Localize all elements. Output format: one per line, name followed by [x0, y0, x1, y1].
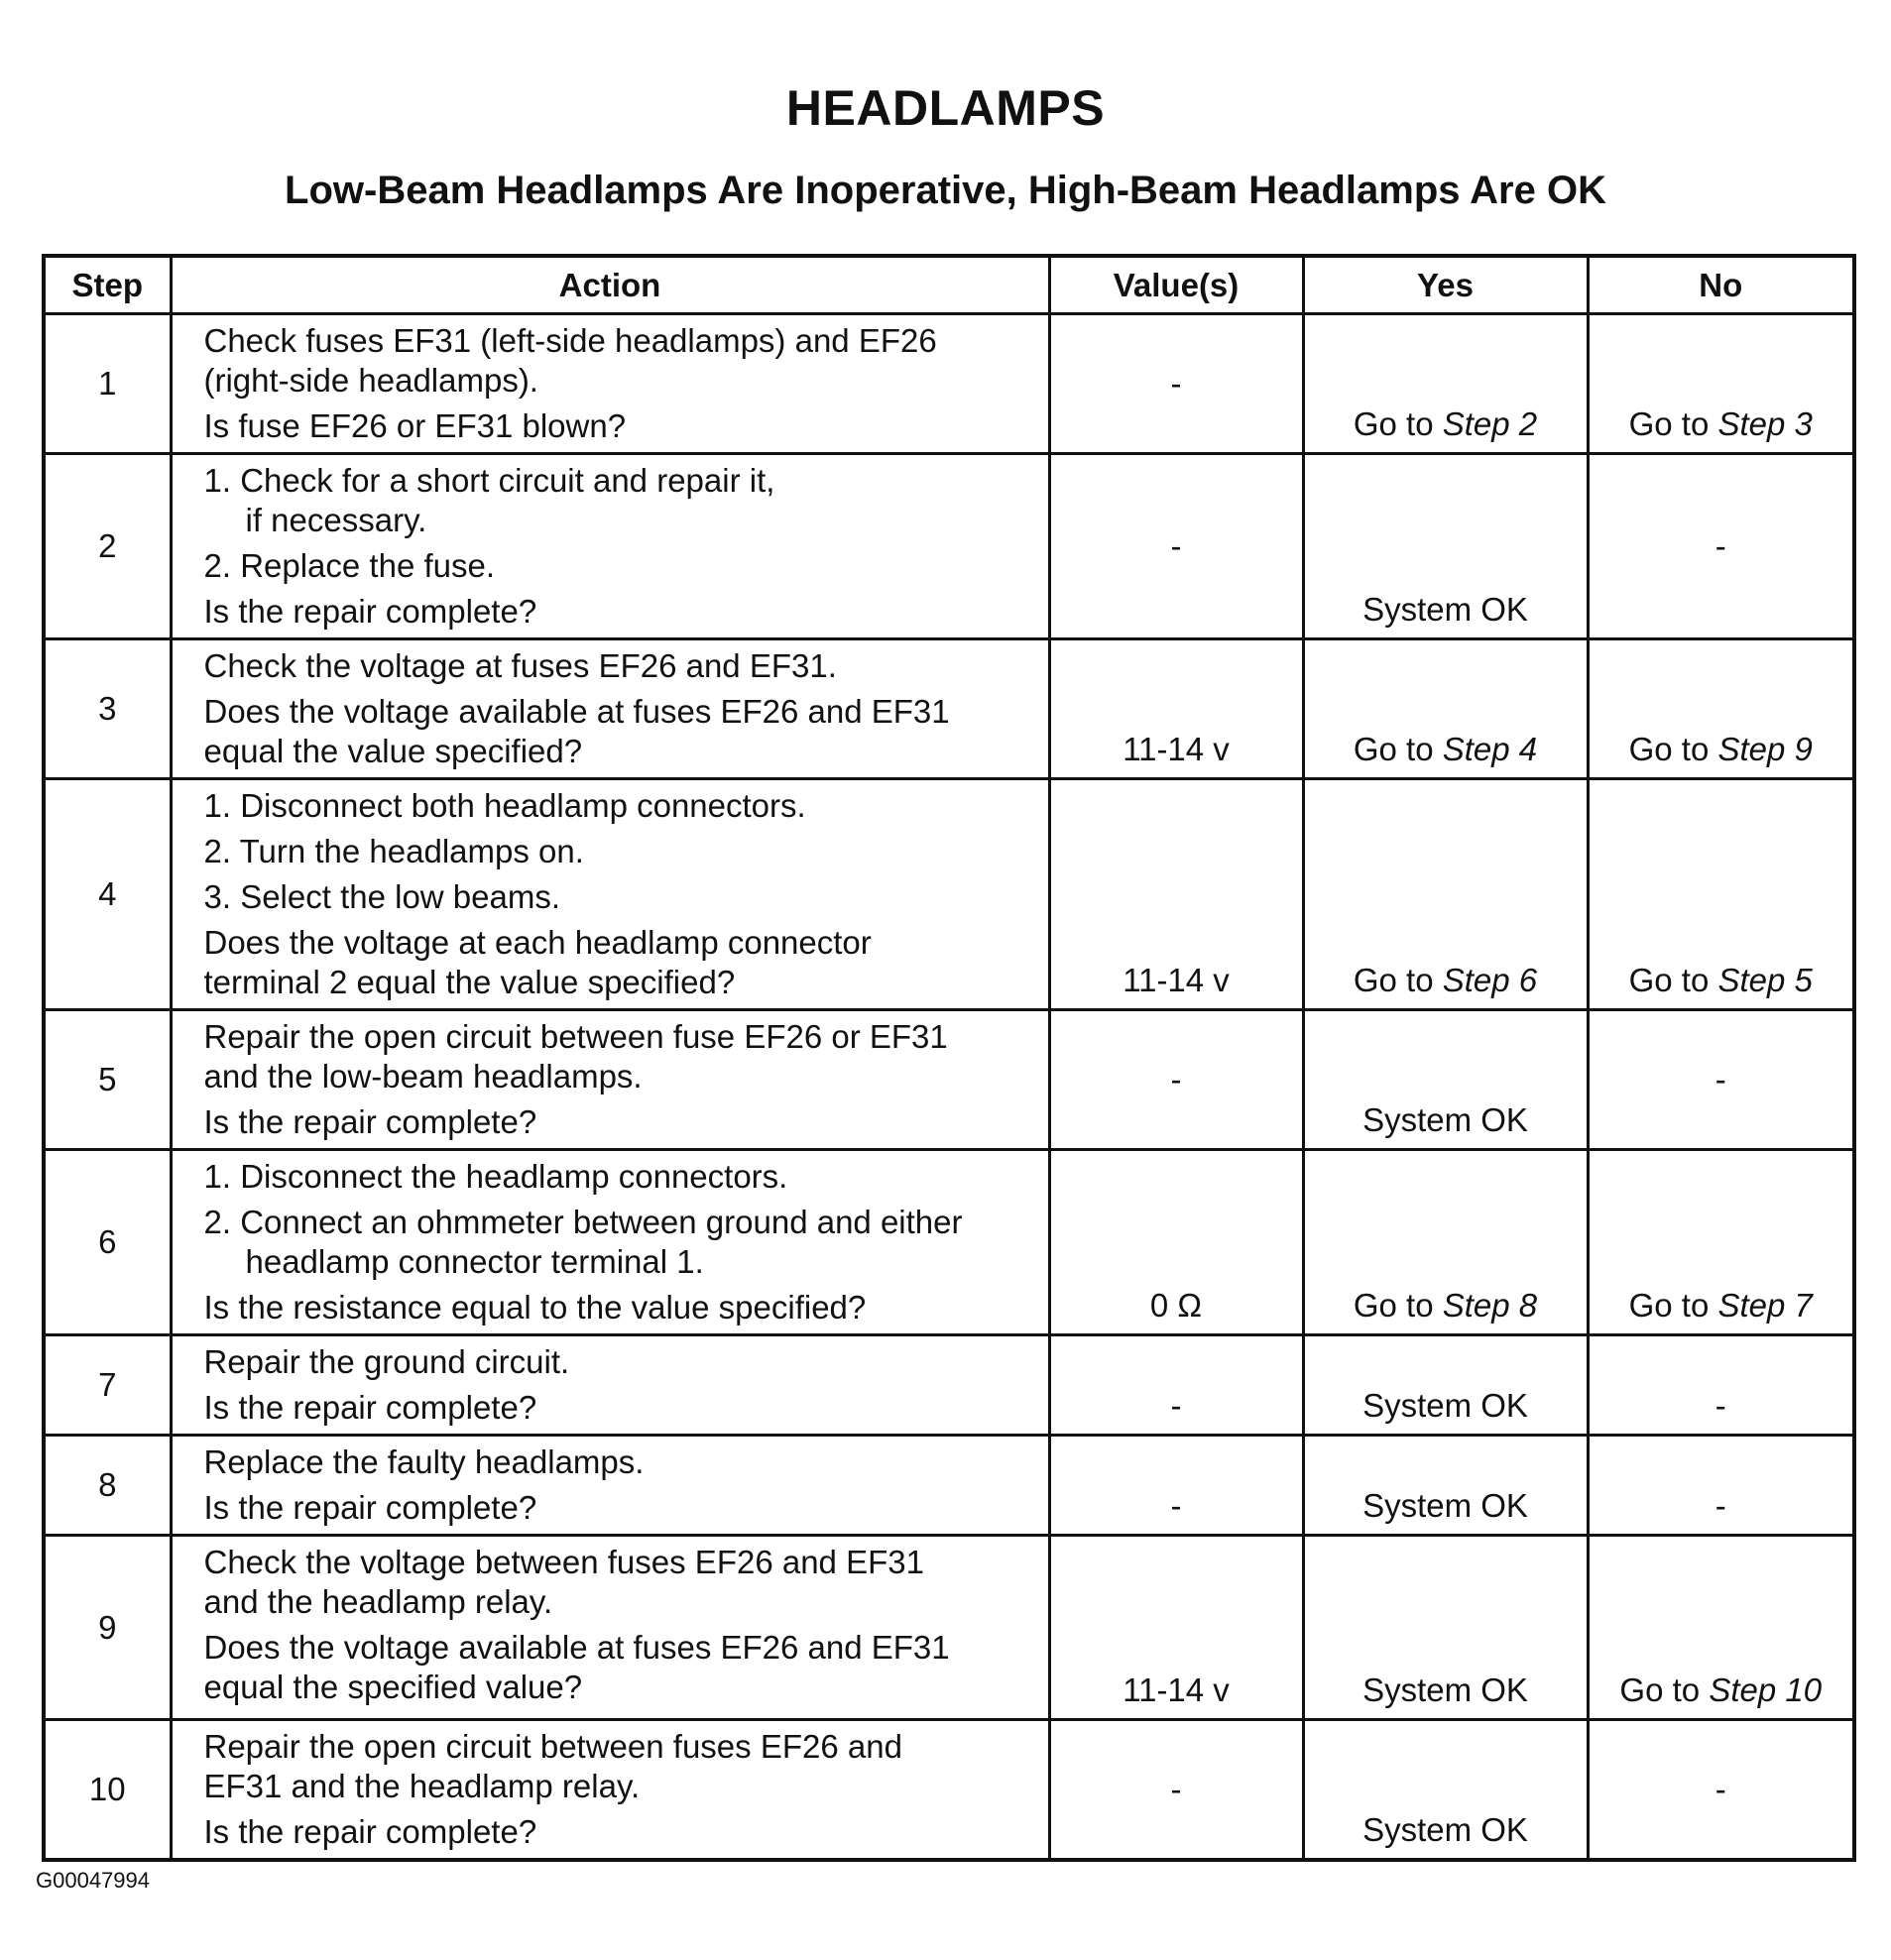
- go-to-step: Step 4: [1442, 731, 1538, 767]
- go-to-step: Step 9: [1717, 731, 1813, 767]
- action-cell: [171, 1720, 1049, 1861]
- value-cell: -: [1049, 1335, 1303, 1436]
- action-question: terminal 2 equal the value specified?: [203, 964, 736, 1000]
- step-number: 10: [44, 1720, 171, 1861]
- table-row: [44, 639, 1854, 779]
- action-line: (right-side headlamps).: [203, 362, 538, 399]
- go-to-label: Go to: [1628, 405, 1718, 442]
- no-cell: -: [1588, 1436, 1854, 1536]
- diagnostic-table: [42, 254, 1856, 1862]
- value-cell: 0 Ω: [1049, 1150, 1303, 1335]
- no-cell: [1588, 779, 1854, 1010]
- action-cell: [171, 454, 1049, 639]
- action-cell: [171, 1150, 1049, 1335]
- action-line: Repair the open circuit between fuses EF26 and: [203, 1728, 902, 1765]
- table-row: [44, 779, 1854, 1010]
- no-cell: -: [1588, 454, 1854, 639]
- value-cell: 11-14 v: [1049, 779, 1303, 1010]
- no-cell: -: [1588, 1720, 1854, 1861]
- header-no: No: [1588, 256, 1854, 314]
- action-cell: [171, 1436, 1049, 1536]
- figure-code: G00047994: [36, 1868, 150, 1893]
- step-number: 3: [44, 639, 171, 779]
- yes-cell: System OK: [1303, 1335, 1588, 1436]
- yes-cell: [1303, 314, 1588, 454]
- action-line: Repair the ground circuit.: [203, 1343, 570, 1380]
- header-action: Action: [171, 256, 1049, 314]
- action-question: Is the resistance equal to the value specified?: [203, 1289, 867, 1326]
- action-cell: [171, 1335, 1049, 1436]
- go-to-step: Step 5: [1717, 962, 1813, 998]
- yes-cell: System OK: [1303, 454, 1588, 639]
- no-cell: -: [1588, 1010, 1854, 1150]
- go-to-label: Go to: [1628, 1287, 1718, 1324]
- table-row: [44, 454, 1854, 639]
- action-line: and the low-beam headlamps.: [203, 1058, 643, 1095]
- go-to-step: Step 2: [1442, 405, 1538, 442]
- step-number: 9: [44, 1536, 171, 1720]
- go-to-step: Step 6: [1442, 962, 1538, 998]
- value-cell: -: [1049, 1436, 1303, 1536]
- table-row: [44, 1150, 1854, 1335]
- action-question: Does the voltage available at fuses EF26 and EF31: [203, 693, 950, 730]
- action-cell: [171, 639, 1049, 779]
- action-line: Check fuses EF31 (left-side headlamps) and EF26: [203, 322, 937, 359]
- header-values: Value(s): [1049, 256, 1303, 314]
- table-row: [44, 314, 1854, 454]
- step-number: 7: [44, 1335, 171, 1436]
- table-row: [44, 1010, 1854, 1150]
- action-question: equal the specified value?: [203, 1669, 583, 1705]
- action-line: Check the voltage at fuses EF26 and EF31.: [203, 647, 837, 684]
- table-row: [44, 1536, 1854, 1720]
- action-question: Does the voltage at each headlamp connector: [203, 924, 872, 961]
- yes-cell: [1303, 639, 1588, 779]
- go-to-label: Go to: [1628, 731, 1718, 767]
- value-cell: -: [1049, 1720, 1303, 1861]
- action-line: Check the voltage between fuses EF26 and EF31: [203, 1544, 924, 1580]
- action-line: 2. Turn the headlamps on.: [203, 833, 584, 869]
- go-to-label: Go to: [1619, 1672, 1710, 1708]
- yes-cell: System OK: [1303, 1436, 1588, 1536]
- go-to-label: Go to: [1353, 962, 1443, 998]
- go-to-step: Step 10: [1709, 1672, 1823, 1708]
- table-row: [44, 1436, 1854, 1536]
- action-cell: [171, 1010, 1049, 1150]
- step-number: 4: [44, 779, 171, 1010]
- action-question: Is the repair complete?: [203, 1489, 537, 1526]
- go-to-step: Step 7: [1717, 1287, 1813, 1324]
- step-number: 1: [44, 314, 171, 454]
- action-question: Is the repair complete?: [203, 1389, 537, 1426]
- action-line: 1. Disconnect the headlamp connectors.: [203, 1158, 788, 1195]
- action-line: 1. Check for a short circuit and repair it, if necessary.: [203, 462, 775, 538]
- no-cell: [1588, 1150, 1854, 1335]
- step-number: 2: [44, 454, 171, 639]
- no-cell: [1588, 639, 1854, 779]
- go-to-label: Go to: [1353, 731, 1443, 767]
- action-cell: [171, 779, 1049, 1010]
- step-number: 6: [44, 1150, 171, 1335]
- action-line: 3. Select the low beams.: [203, 878, 561, 915]
- header-step: Step: [44, 256, 171, 314]
- value-cell: -: [1049, 454, 1303, 639]
- page-subtitle: Low-Beam Headlamps Are Inoperative, High-Beam Headlamps Are OK: [285, 169, 1606, 212]
- action-line: EF31 and the headlamp relay.: [203, 1768, 641, 1804]
- action-question: Is fuse EF26 or EF31 blown?: [203, 407, 627, 444]
- action-question: Is the repair complete?: [203, 1103, 537, 1140]
- action-question: Is the repair complete?: [203, 1813, 537, 1850]
- action-question: Is the repair complete?: [203, 593, 537, 630]
- action-line: and the headlamp relay.: [203, 1583, 553, 1620]
- table-row: [44, 1720, 1854, 1861]
- yes-cell: [1303, 779, 1588, 1010]
- no-cell: -: [1588, 1335, 1854, 1436]
- action-line: Repair the open circuit between fuse EF26 or EF31: [203, 1018, 948, 1055]
- action-cell: [171, 314, 1049, 454]
- yes-cell: System OK: [1303, 1010, 1588, 1150]
- go-to-step: Step 8: [1442, 1287, 1538, 1324]
- value-cell: -: [1049, 314, 1303, 454]
- action-line: 1. Disconnect both headlamp connectors.: [203, 787, 806, 824]
- action-line: 2. Connect an ohmmeter between ground and either headlamp connector terminal 1.: [203, 1204, 963, 1280]
- yes-cell: System OK: [1303, 1536, 1588, 1720]
- action-question: equal the value specified?: [203, 733, 583, 769]
- table-row: [44, 1335, 1854, 1436]
- header-yes: Yes: [1303, 256, 1588, 314]
- action-cell: [171, 1536, 1049, 1720]
- step-number: 8: [44, 1436, 171, 1536]
- step-number: 5: [44, 1010, 171, 1150]
- go-to-label: Go to: [1353, 405, 1443, 442]
- yes-cell: System OK: [1303, 1720, 1588, 1861]
- value-cell: -: [1049, 1010, 1303, 1150]
- action-line: Replace the faulty headlamps.: [203, 1443, 645, 1480]
- value-cell: 11-14 v: [1049, 1536, 1303, 1720]
- yes-cell: [1303, 1150, 1588, 1335]
- go-to-label: Go to: [1628, 962, 1718, 998]
- action-question: Does the voltage available at fuses EF26 and EF31: [203, 1629, 950, 1666]
- no-cell: [1588, 1536, 1854, 1720]
- go-to-step: Step 3: [1717, 405, 1813, 442]
- header-row: [44, 256, 1854, 314]
- page-title: HEADLAMPS: [785, 80, 1106, 136]
- value-cell: 11-14 v: [1049, 639, 1303, 779]
- action-line: 2. Replace the fuse.: [203, 547, 496, 584]
- go-to-label: Go to: [1353, 1287, 1443, 1324]
- no-cell: [1588, 314, 1854, 454]
